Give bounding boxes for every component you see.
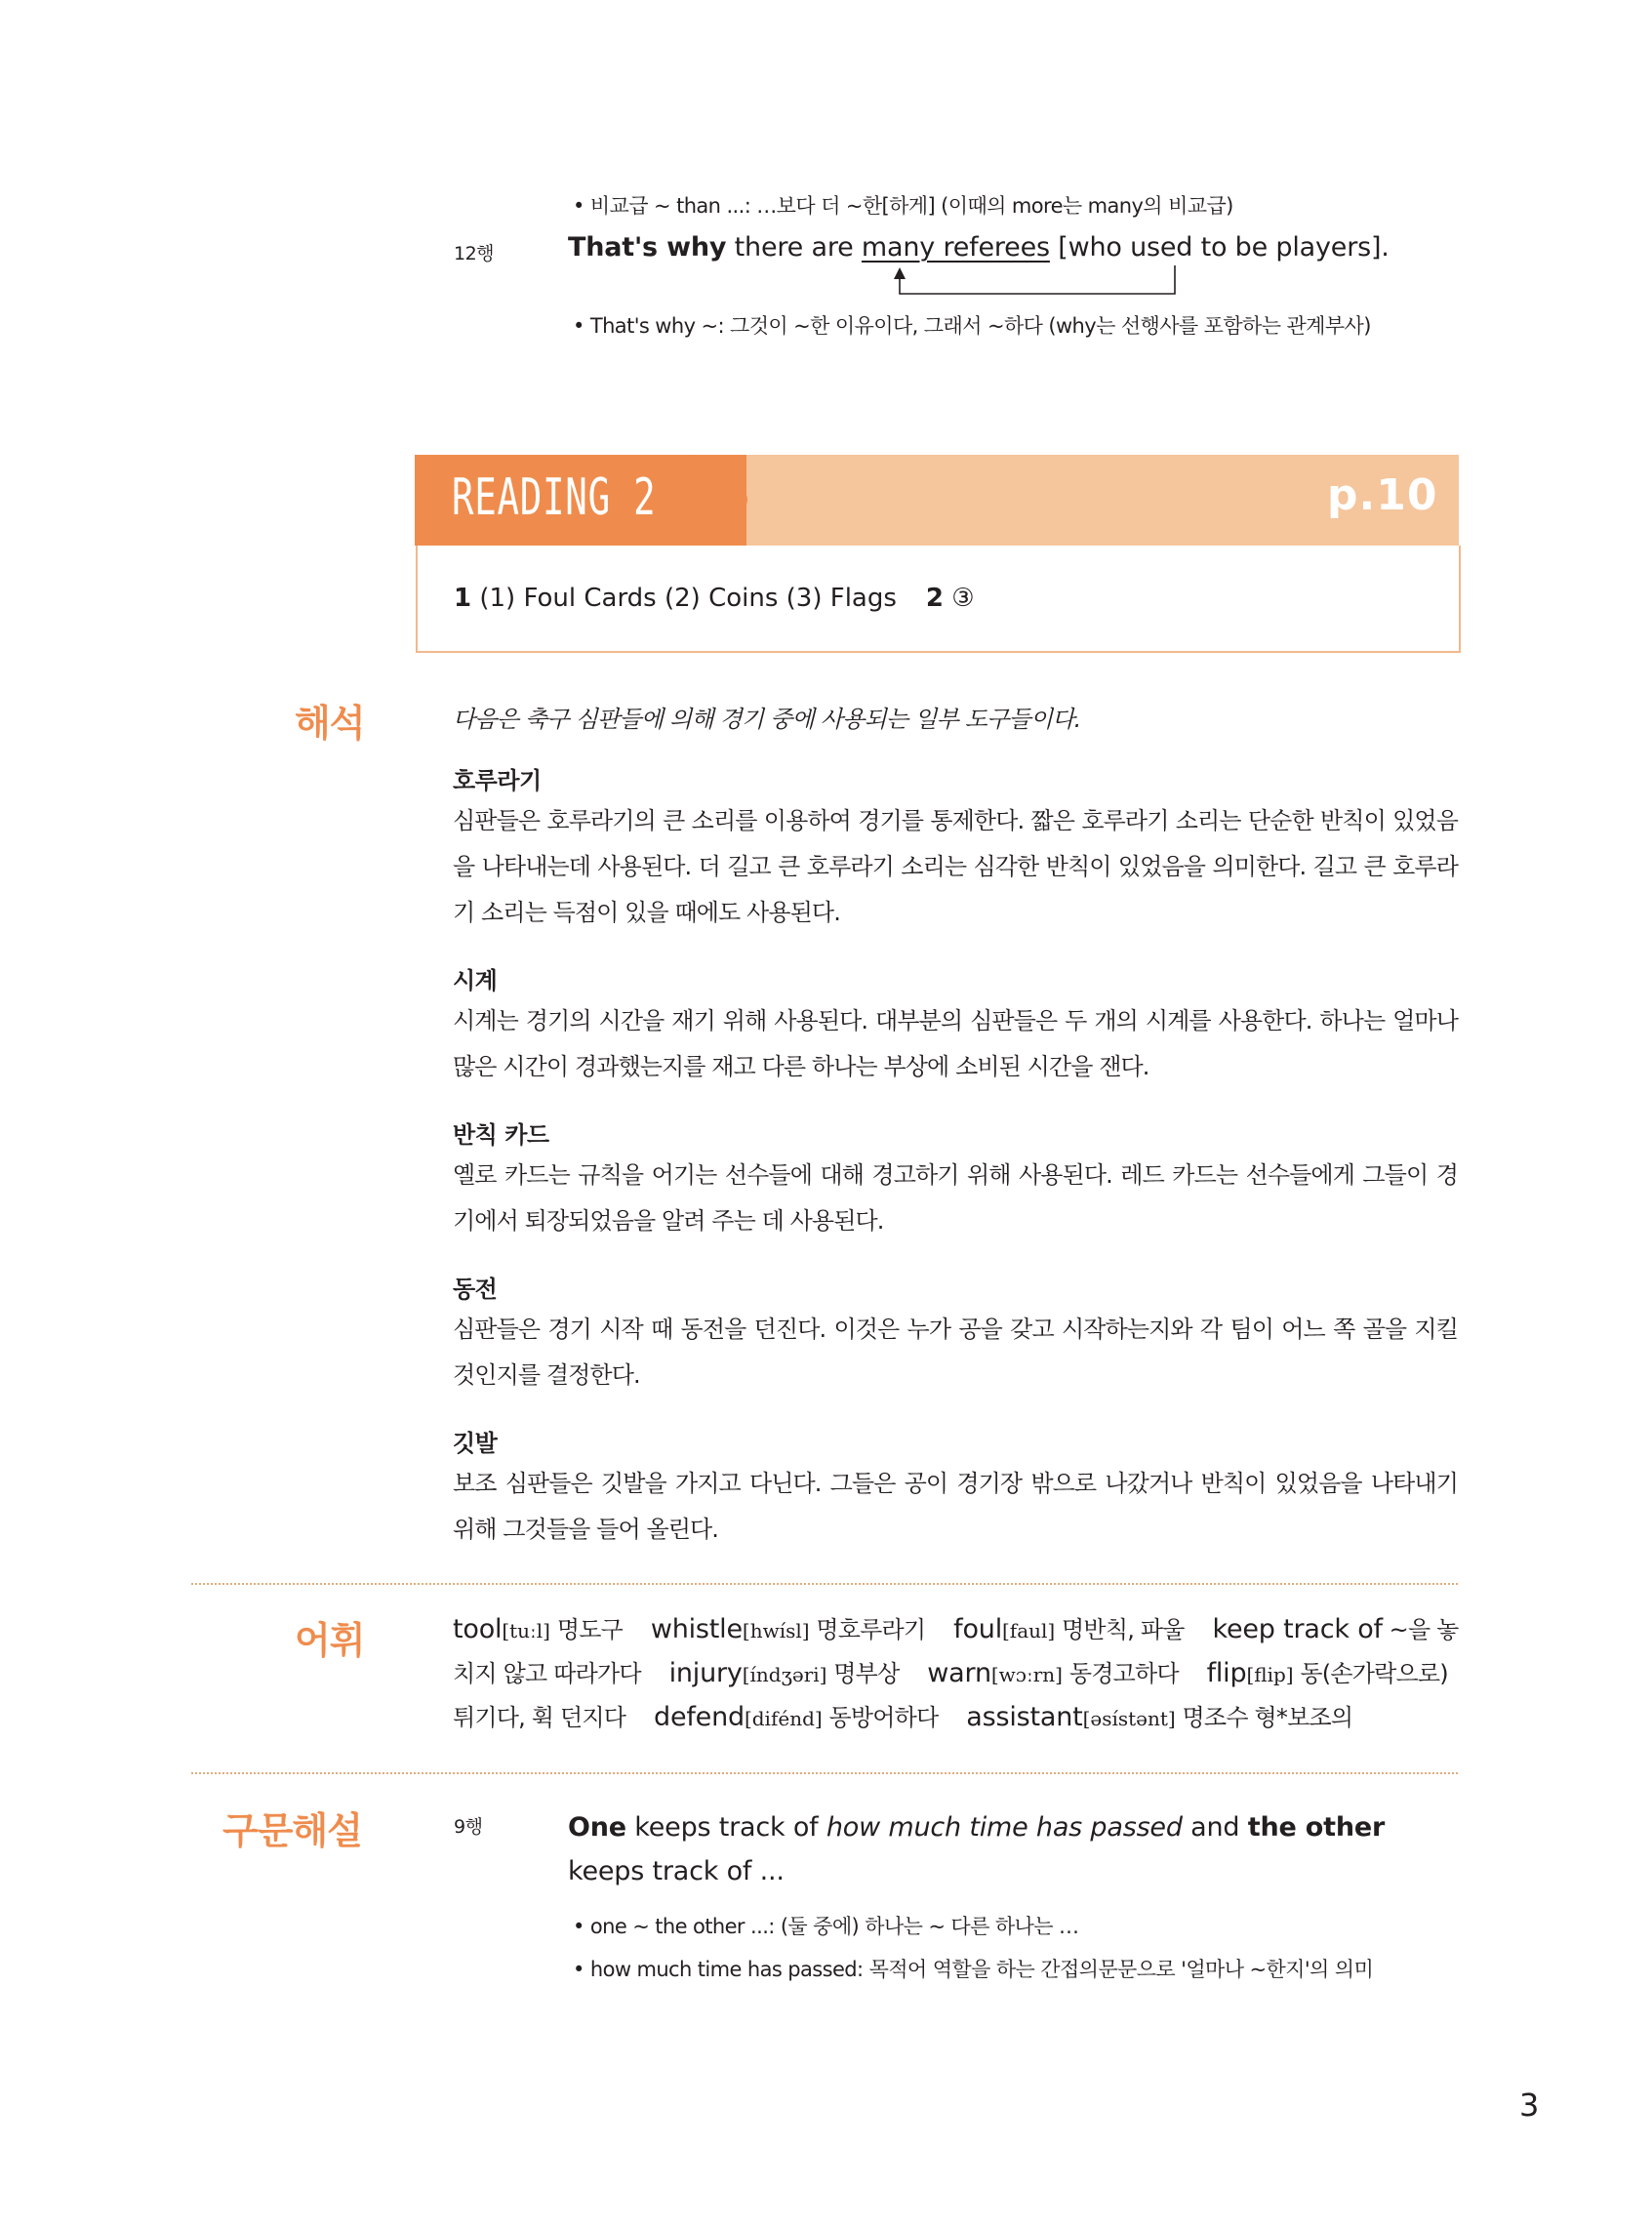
note-indirect-question: • how much time has passed: 목적어 역할을 하는 간접의문문으로 '얼마나 ~한지'의 의미 xyxy=(573,1958,1374,1981)
vocab-item: keep track of ~을 놓치지 않고 따라가다 xyxy=(453,1614,1459,1687)
section-divider xyxy=(191,1583,1458,1585)
vocab-item: warn[wɔːrn] 동경고하다 xyxy=(927,1658,1179,1688)
answer-q2: ③ xyxy=(944,584,975,613)
vocab-item: tool[tuːl] 명도구 xyxy=(453,1614,623,1644)
vocab-item: assistant[əsístənt] 명조수 형*보조의 xyxy=(966,1702,1353,1732)
syntax-sentence: One keeps track of how much time has passed and the other keeps track of ... xyxy=(568,1812,1386,1886)
page-number: 3 xyxy=(1519,2087,1540,2124)
paragraph-coins: 심판들은 경기 시작 때 동전을 던진다. 이것은 누가 공을 갖고 시작하는지와 각 팀이 어느 쪽 골을 지킬 것인지를 결정한다. xyxy=(453,1316,1458,1389)
answer-q1-number: 1 xyxy=(454,584,472,613)
note-comparative: • 비교급 ~ than ...: …보다 더 ~한[하게] (이때의 more는 many의 비교급) xyxy=(573,194,1233,218)
vocab-item: defend[difénd] 동방어하다 xyxy=(654,1702,939,1732)
heading-watch: 시계 xyxy=(453,967,498,994)
vocab-item: injury[índʒəri] 명부상 xyxy=(668,1658,900,1688)
answer-key xyxy=(454,584,975,613)
sentence-clause: [who used to be players]. xyxy=(1049,232,1390,263)
vocab-item: flip[flip] 동(손가락으로) 튀기다, 휙 던지다 xyxy=(453,1658,1448,1731)
line-number-12: 12행 xyxy=(454,243,495,264)
example-sentence xyxy=(568,232,1390,263)
note-one-other: • one ~ the other ...: (둘 중에) 하나는 ~ 다른 하나는 … xyxy=(573,1915,1079,1938)
note-thats-why: • That's why ~: 그것이 ~한 이유이다, 그래서 ~하다 (why는 선행사를 포함하는 관계부사) xyxy=(573,314,1371,338)
heading-whistle: 호루라기 xyxy=(453,767,542,794)
reading-page-ref: p.10 xyxy=(1327,470,1438,520)
vocab-item: whistle[hwísl] 명호루라기 xyxy=(650,1614,926,1644)
heading-cards: 반칙 카드 xyxy=(453,1121,549,1149)
sentence-mid: there are xyxy=(726,232,862,263)
sentence-bold: That's why xyxy=(568,232,727,263)
section-divider xyxy=(191,1772,1458,1774)
vocab-item: foul[faul] 명반칙, 파울 xyxy=(953,1614,1185,1644)
answer-q1: (1) Foul Cards (2) Coins (3) Flags xyxy=(471,584,897,613)
heading-flags: 깃발 xyxy=(453,1430,498,1457)
answer-q2-number: 2 xyxy=(925,584,945,613)
paragraph-flags: 보조 심판들은 깃발을 가지고 다닌다. 그들은 공이 경기장 밖으로 나갔거나 반칙이 있었음을 나타내기 위해 그것들을 들어 올린다. xyxy=(453,1470,1458,1543)
vocab-label: 어휘 xyxy=(295,1619,365,1662)
paragraph-watch: 시계는 경기의 시간을 재기 위해 사용된다. 대부분의 심판들은 두 개의 시계를 사용한다. 하나는 얼마나 많은 시간이 경과했는지를 재고 다른 하나는 부상에 소비된 시간을 잰다. xyxy=(453,1007,1458,1080)
translation-label: 해석 xyxy=(295,702,365,745)
line-number-9: 9행 xyxy=(454,1816,483,1838)
heading-coins: 동전 xyxy=(453,1276,498,1303)
antecedent-arrow xyxy=(878,263,1190,303)
paragraph-whistle: 심판들은 호루라기의 큰 소리를 이용하여 경기를 통제한다. 짧은 호루라기 소리는 단순한 반칙이 있었음을 나타내는데 사용된다. 더 길고 큰 호루라기 소리는 심각한 반칙이 있었음을 의미한다. 길고 큰 호루라기 소리는 득점이 있을 때에도 사용된다. xyxy=(453,807,1458,926)
syntax-label: 구문해설 xyxy=(222,1809,362,1852)
paragraph-cards: 옐로 카드는 규칙을 어기는 선수들에 대해 경고하기 위해 사용된다. 레드 카드는 선수들에게 그들이 경기에서 퇴장되었음을 알려 주는 데 사용된다. xyxy=(453,1161,1458,1235)
reading-title: READING 2 xyxy=(452,468,657,527)
puzzle-tab-shape xyxy=(673,455,761,546)
sentence-antecedent: many referees xyxy=(861,232,1050,263)
vocab-list xyxy=(453,1608,1468,1740)
translation-intro: 다음은 축구 심판들에 의해 경기 중에 사용되는 일부 도구들이다. xyxy=(453,706,1081,733)
